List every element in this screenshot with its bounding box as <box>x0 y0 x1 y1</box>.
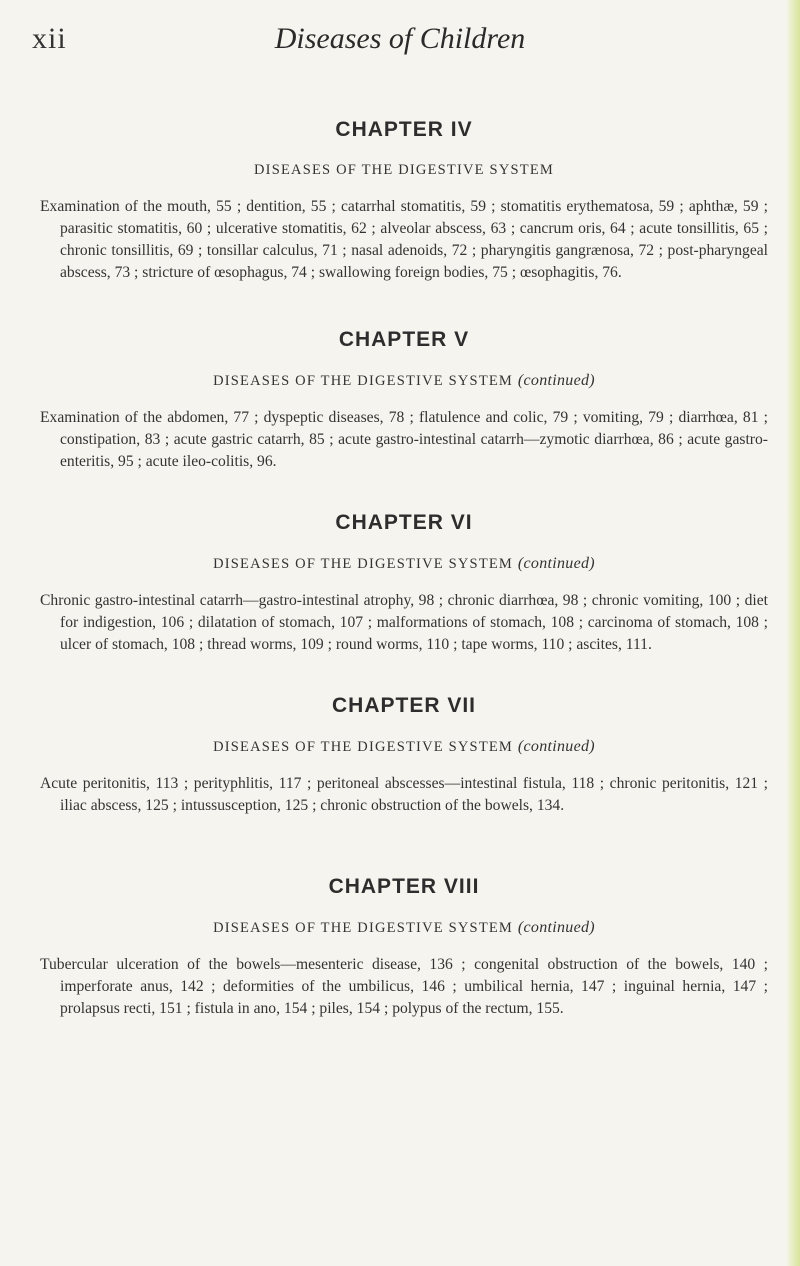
chapter-contents: Tubercular ulceration of the bowels—mesenteric disease, 136 ; congenital obstruction of the bowels, 140 ; imperforate anus, 142 ; deformities of the umbilicus, 146 ; umbilical hernia, 147 ; inguinal hernia, 147 ; prolapsus recti, 151 ; fistula in ano, 154 ; piles, 154 ; polypus of the rectum, 155. <box>40 956 768 1017</box>
chapter-contents: Examination of the mouth, 55 ; dentition, 55 ; catarrhal stomatitis, 59 ; stomatitis erythematosa, 59 ; aphthæ, 59 ; parasitic stomatitis, 60 ; ulcerative stomatitis, 62 ; alveolar abscess, 63 ; cancrum oris, 64 ; acute tonsillitis, 65 ; chronic tonsillitis, 69 ; tonsillar calculus, 71 ; nasal adenoids, 72 ; pharyngitis gangrænosa, 72 ; post-pharyngeal abscess, 73 ; stricture of œsophagus, 74 ; swallowing foreign bodies, 75 ; œsophagitis, 76. <box>40 198 768 281</box>
chapter-contents: Examination of the abdomen, 77 ; dyspeptic diseases, 78 ; flatulence and colic, 79 ; vomiting, 79 ; diarrhœa, 81 ; constipation, 83 ; acute gastric catarrh, 85 ; acute gastro-intestinal catarrh—zymotic diarrhœa, 86 ; acute gastro-enteritis, 95 ; acute ileo-colitis, 96. <box>40 409 768 470</box>
chapter-subtitle-text: DISEASES OF THE DIGESTIVE SYSTEM <box>213 556 514 572</box>
chapter-subtitle <box>40 372 768 390</box>
book-title: Diseases of Children <box>274 22 526 55</box>
continued-note: (continued) <box>517 555 595 572</box>
chapter-section <box>40 328 768 473</box>
page-edge <box>786 0 800 1266</box>
chapter-subtitle-text: DISEASES OF THE DIGESTIVE SYSTEM <box>213 373 514 389</box>
chapter-section <box>40 875 768 1020</box>
chapter-subtitle <box>40 555 768 573</box>
chapter-title: CHAPTER IV <box>335 118 473 141</box>
chapter-title: CHAPTER VII <box>331 694 476 717</box>
chapter-contents: Chronic gastro-intestinal catarrh—gastro-intestinal atrophy, 98 ; chronic diarrhœa, 98 ; chronic vomiting, 100 ; diet for indigestion, 106 ; dilatation of stomach, 107 ; malformations of stomach, 108 ; carcinoma of stomach, 108 ; ulcer of stomach, 108 ; thread worms, 109 ; round worms, 110 ; tape worms, 110 ; ascites, 111. <box>40 592 768 653</box>
chapter-subtitle <box>40 738 768 756</box>
chapter-subtitle <box>40 919 768 937</box>
chapter-title: CHAPTER V <box>338 328 470 351</box>
continued-note: (continued) <box>517 372 595 389</box>
chapter-section <box>40 511 768 656</box>
chapter-subtitle-text: DISEASES OF THE DIGESTIVE SYSTEM <box>254 162 554 178</box>
chapter-subtitle-text: DISEASES OF THE DIGESTIVE SYSTEM <box>213 739 514 755</box>
page-number: xii <box>32 22 67 55</box>
chapter-section <box>40 694 768 817</box>
chapter-subtitle <box>40 162 768 179</box>
chapter-title: CHAPTER VIII <box>328 875 480 898</box>
continued-note: (continued) <box>517 919 595 936</box>
running-head <box>32 22 768 62</box>
chapter-contents: Acute peritonitis, 113 ; perityphlitis, 117 ; peritoneal abscesses—intestinal fistula, 118 ; chronic peritonitis, 121 ; iliac abscess, 125 ; intussusception, 125 ; chronic obstruction of the bowels, 134. <box>40 775 768 814</box>
continued-note: (continued) <box>517 738 595 755</box>
chapter-section <box>40 118 768 284</box>
chapter-title: CHAPTER VI <box>335 511 473 534</box>
chapter-subtitle-text: DISEASES OF THE DIGESTIVE SYSTEM <box>213 920 514 936</box>
